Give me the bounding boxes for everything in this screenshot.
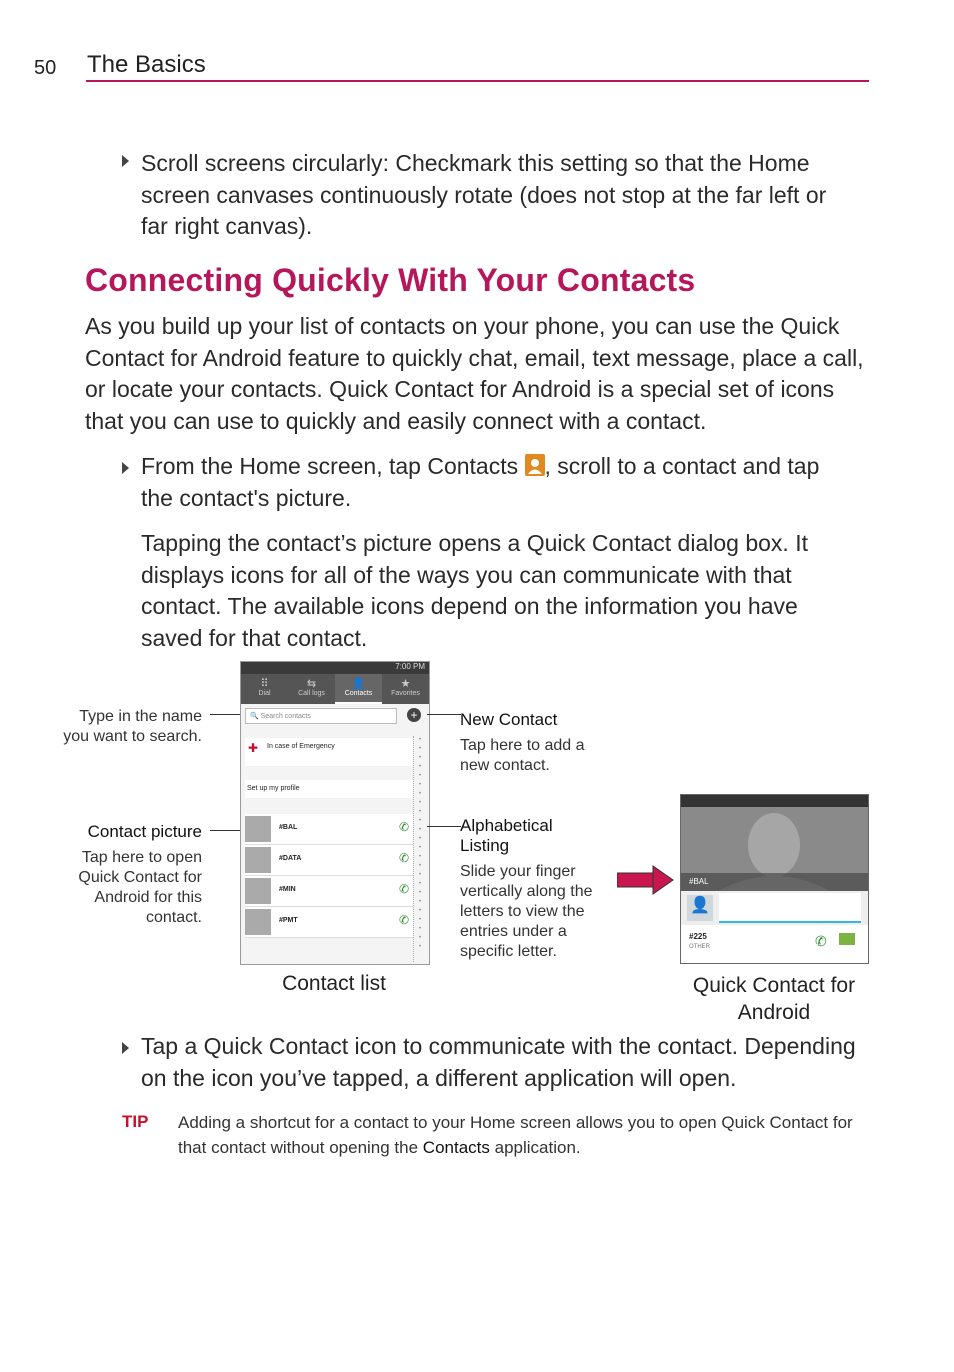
quick-contact-name: #BAL xyxy=(681,873,868,891)
bullet-tap-icon: Tap a Quick Contact icon to communicate with the contact. Depending on the icon you’ve tapped, a different application will open. xyxy=(141,1033,856,1091)
list-item[interactable] xyxy=(245,845,413,876)
quick-contact-screenshot xyxy=(680,794,869,964)
contact-list-caption: Contact list xyxy=(282,972,386,995)
contact-list-screenshot xyxy=(240,661,430,965)
phone-call-icon[interactable]: ✆ xyxy=(815,933,827,949)
quick-contact-field xyxy=(719,893,861,923)
alphabet-index[interactable]: • • • • • • • • • • • • • • • • • • • • • • • • xyxy=(413,736,426,962)
contact-name: #BAL xyxy=(279,824,298,831)
quick-contact-caption: Quick Contact for Android xyxy=(692,974,856,1024)
header-rule xyxy=(86,80,869,82)
tip-pre: Adding a shortcut for a contact to your Home screen allows you to open Quick Contact for that contact without opening the xyxy=(178,1113,853,1157)
bullet-arrow-icon xyxy=(122,1042,129,1054)
search-input[interactable]: 🔍 Search contacts xyxy=(245,708,397,724)
tab-favorites[interactable]: ★ Favorites xyxy=(391,678,420,697)
bullet-arrow-icon xyxy=(122,155,129,167)
quick-contact-number-row[interactable] xyxy=(681,925,868,963)
status-bar xyxy=(681,795,868,807)
bullet-term: Scroll screens circularly xyxy=(141,150,383,176)
tip-post: application. xyxy=(489,1138,581,1157)
bullet-arrow-icon xyxy=(122,462,129,474)
profile-row[interactable]: Set up my profile xyxy=(245,780,413,798)
tab-call-logs[interactable]: ⇆ Call logs xyxy=(298,678,325,697)
tip-text xyxy=(178,1110,868,1160)
list-item[interactable] xyxy=(245,814,413,845)
bullet-open-contacts xyxy=(141,451,853,514)
contact-picture[interactable] xyxy=(245,909,271,935)
list-item[interactable] xyxy=(245,907,413,938)
contact-picture[interactable] xyxy=(245,847,271,873)
person-icon[interactable]: 👤 xyxy=(687,895,713,921)
contacts-app-icon xyxy=(525,454,545,476)
new-contact-button[interactable]: + xyxy=(407,708,421,722)
alphabetical-caption: Slide your finger vertically along the letters to view the entries under a specific letter. xyxy=(460,863,593,960)
emergency-label: In case of Emergency xyxy=(267,743,335,750)
phone-call-icon[interactable]: ✆ xyxy=(398,820,409,834)
bullet-text: From the Home screen, tap xyxy=(141,453,428,479)
intro-paragraph: As you build up your list of contacts on your phone, you can use the Quick Contact for Android feature to quickly chat, email, text message, place a call, or locate your contacts. Quick Contact for Android is a special set of icons that you can use to quickly and easily connect with a contact. xyxy=(85,313,864,434)
emergency-row[interactable] xyxy=(245,738,413,766)
message-icon[interactable] xyxy=(839,933,855,945)
contact-name: #DATA xyxy=(279,855,302,862)
tab-contacts[interactable]: 👤 Contacts xyxy=(335,674,382,704)
phone-call-icon[interactable]: ✆ xyxy=(398,882,409,896)
list-item[interactable] xyxy=(245,876,413,907)
arrow-right-icon xyxy=(617,864,675,896)
phone-type: OTHER xyxy=(689,944,710,950)
contact-picture[interactable] xyxy=(245,878,271,904)
emergency-icon: ✚ xyxy=(248,741,259,755)
quick-contact-actions xyxy=(681,891,868,925)
bullet-text: , scroll to a contact and tap the contact's picture. xyxy=(141,453,820,511)
contact-name: #PMT xyxy=(279,917,298,924)
contact-picture-label: Contact picture xyxy=(87,822,202,841)
section-heading: Connecting Quickly With Your Contacts xyxy=(85,262,696,298)
tab-bar xyxy=(241,674,429,704)
phone-number: #225 xyxy=(689,932,707,941)
quick-contact-paragraph: Tapping the contact’s picture opens a Quick Contact dialog box. It displays icons for all of the ways you can communicate with that contact. The available icons depend on the information you have saved for that contact. xyxy=(141,530,808,651)
phone-call-icon[interactable]: ✆ xyxy=(398,913,409,927)
leader-line xyxy=(427,826,461,827)
tip-term: Contacts xyxy=(422,1138,490,1157)
new-contact-label: New Contact xyxy=(460,710,558,729)
contact-name: #MIN xyxy=(279,886,296,893)
search-caption: Type in the name you want to search. xyxy=(63,708,202,745)
page-number: 50 xyxy=(34,57,57,79)
status-time: 7:00 PM xyxy=(395,662,425,671)
status-bar xyxy=(241,662,429,674)
tab-dial[interactable]: ⠿ Dial xyxy=(258,678,271,697)
bullet-text: : Checkmark this setting so that the Home screen canvases continuously rotate (does not stop at the far left or far right canvas). xyxy=(141,150,827,239)
contact-picture-caption: Tap here to open Quick Contact for Android for this contact. xyxy=(78,849,202,926)
section-title: The Basics xyxy=(87,51,206,78)
new-contact-caption: Tap here to add a new contact. xyxy=(460,737,585,774)
phone-call-icon[interactable]: ✆ xyxy=(398,851,409,865)
leader-line xyxy=(427,714,461,715)
contact-picture[interactable] xyxy=(245,816,271,842)
alphabetical-label: Alphabetical Listing xyxy=(460,816,553,855)
tip-label: TIP xyxy=(122,1112,149,1131)
contact-list xyxy=(245,814,413,938)
bullet-scroll-screens xyxy=(141,148,853,243)
contacts-term: Contacts xyxy=(427,453,519,479)
